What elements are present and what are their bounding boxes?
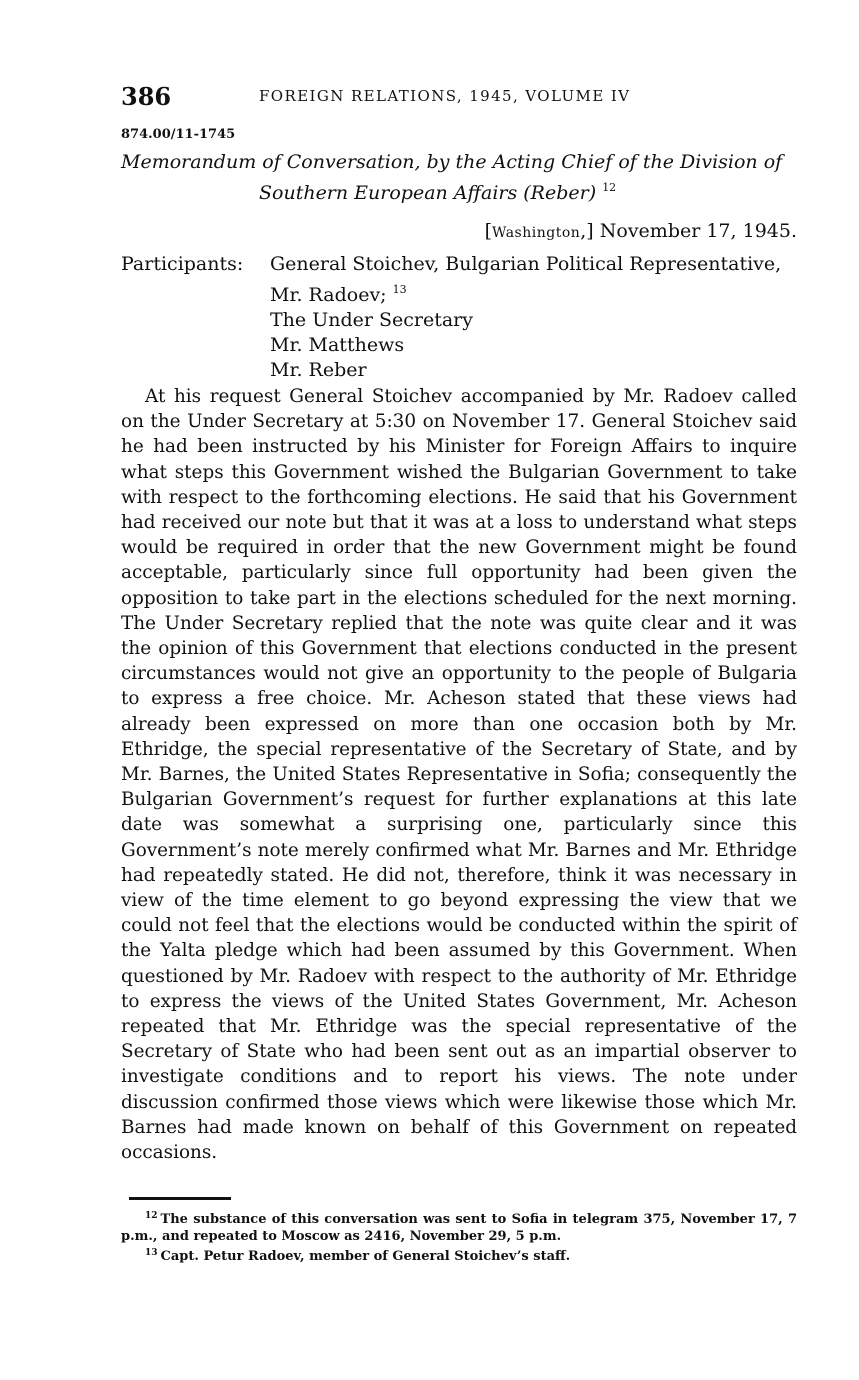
- footnote-ref-12: 12: [602, 181, 617, 194]
- page-number: 386: [121, 82, 172, 111]
- participants-list: [270, 252, 801, 383]
- participant-name: General Stoichev, Bulgarian Political Representative,: [270, 253, 782, 275]
- footnote-13: [121, 1245, 797, 1265]
- participant-item: [270, 252, 801, 277]
- participant-item: [270, 333, 801, 358]
- footnotes: [121, 1208, 797, 1265]
- participant-item: [270, 277, 801, 308]
- dateline-open: [: [484, 220, 493, 242]
- footnote-text: Capt. Petur Radoev, member of General Stoichev’s staff.: [160, 1249, 571, 1264]
- footnote-divider: [129, 1197, 231, 1200]
- participant-name: Mr. Reber: [270, 359, 367, 381]
- footnote-12: [121, 1208, 797, 1245]
- footnote-text: The substance of this conversation was sent to Sofia in telegram 375, November 17, 7 p.m., and repeated to Moscow as 2416, November 29, 5 p.m.: [121, 1212, 797, 1244]
- memo-title-line1: Memorandum of Conversation, by the Acting Chief of the Division of: [121, 151, 783, 173]
- participant-name: Mr. Radoev;: [270, 284, 387, 306]
- footnote-ref-13: 13: [392, 283, 407, 296]
- memo-title-line2-wrap: [121, 175, 797, 206]
- file-number: 874.00/11-1745: [121, 127, 236, 142]
- participant-item: [270, 308, 801, 333]
- dateline: [485, 220, 797, 242]
- running-title: FOREIGN RELATIONS, 1945, VOLUME IV: [259, 87, 631, 105]
- dateline-close: ,]: [580, 220, 594, 242]
- dateline-date: November 17, 1945.: [593, 220, 797, 242]
- participant-item: [270, 358, 801, 383]
- memo-title: [121, 150, 797, 206]
- participants-label: Participants:: [121, 253, 244, 275]
- body-paragraph: At his request General Stoichev accompanied by Mr. Radoev called on the Under Secretary at 5:30 on November 17. General Stoichev said he had been instructed by his Minister for Foreign Affairs to inquire what steps this Government wished the Bulgarian Government to take with respect to the forthcoming elections. He said that his Government had received our note but that it was at a loss to understand what steps would be required in order that the new Government might be found acceptable, particularly since full opportunity had been given the opposition to take part in the elections scheduled for the next morning. The Under Secretary replied that the note was quite clear and it was the opinion of this Government that elections conducted in the present circumstances would not give an opportunity to the people of Bulgaria to express a free choice. Mr. Acheson stated that these views had already been expressed on more than one occasion both by Mr. Ethridge, the special representative of the Secretary of State, and by Mr. Barnes, the United States Representative in Sofia; consequently the Bulgarian Government’s request for further explanations at this late date was somewhat a surprising one, particularly since this Government’s note merely confirmed what Mr. Barnes and Mr. Ethridge had repeatedly stated. He did not, therefore, think it was necessary in view of the time element to go beyond expressing the view that we could not feel that the elections would be conducted within the spirit of the Yalta pledge which had been assumed by this Government. When questioned by Mr. Radoev with respect to the authority of Mr. Ethridge to express the views of the United States Government, Mr. Acheson repeated that Mr. Ethridge was the special representative of the Secretary of State who had been sent out as an impartial observer to investigate conditions and to report his views. The note under discussion confirmed those views which were likewise those which Mr. Barnes had made known on behalf of this Government on repeated occasions.: [121, 386, 797, 1164]
- footnote-mark: 12: [145, 1211, 158, 1221]
- footnote-mark: 13: [145, 1248, 158, 1258]
- memo-title-line2: Southern European Affairs (Reber): [259, 182, 597, 204]
- page-header: [121, 82, 797, 114]
- participant-name: Mr. Matthews: [270, 334, 405, 356]
- participant-name: The Under Secretary: [270, 309, 473, 331]
- dateline-place: Washington: [492, 225, 581, 241]
